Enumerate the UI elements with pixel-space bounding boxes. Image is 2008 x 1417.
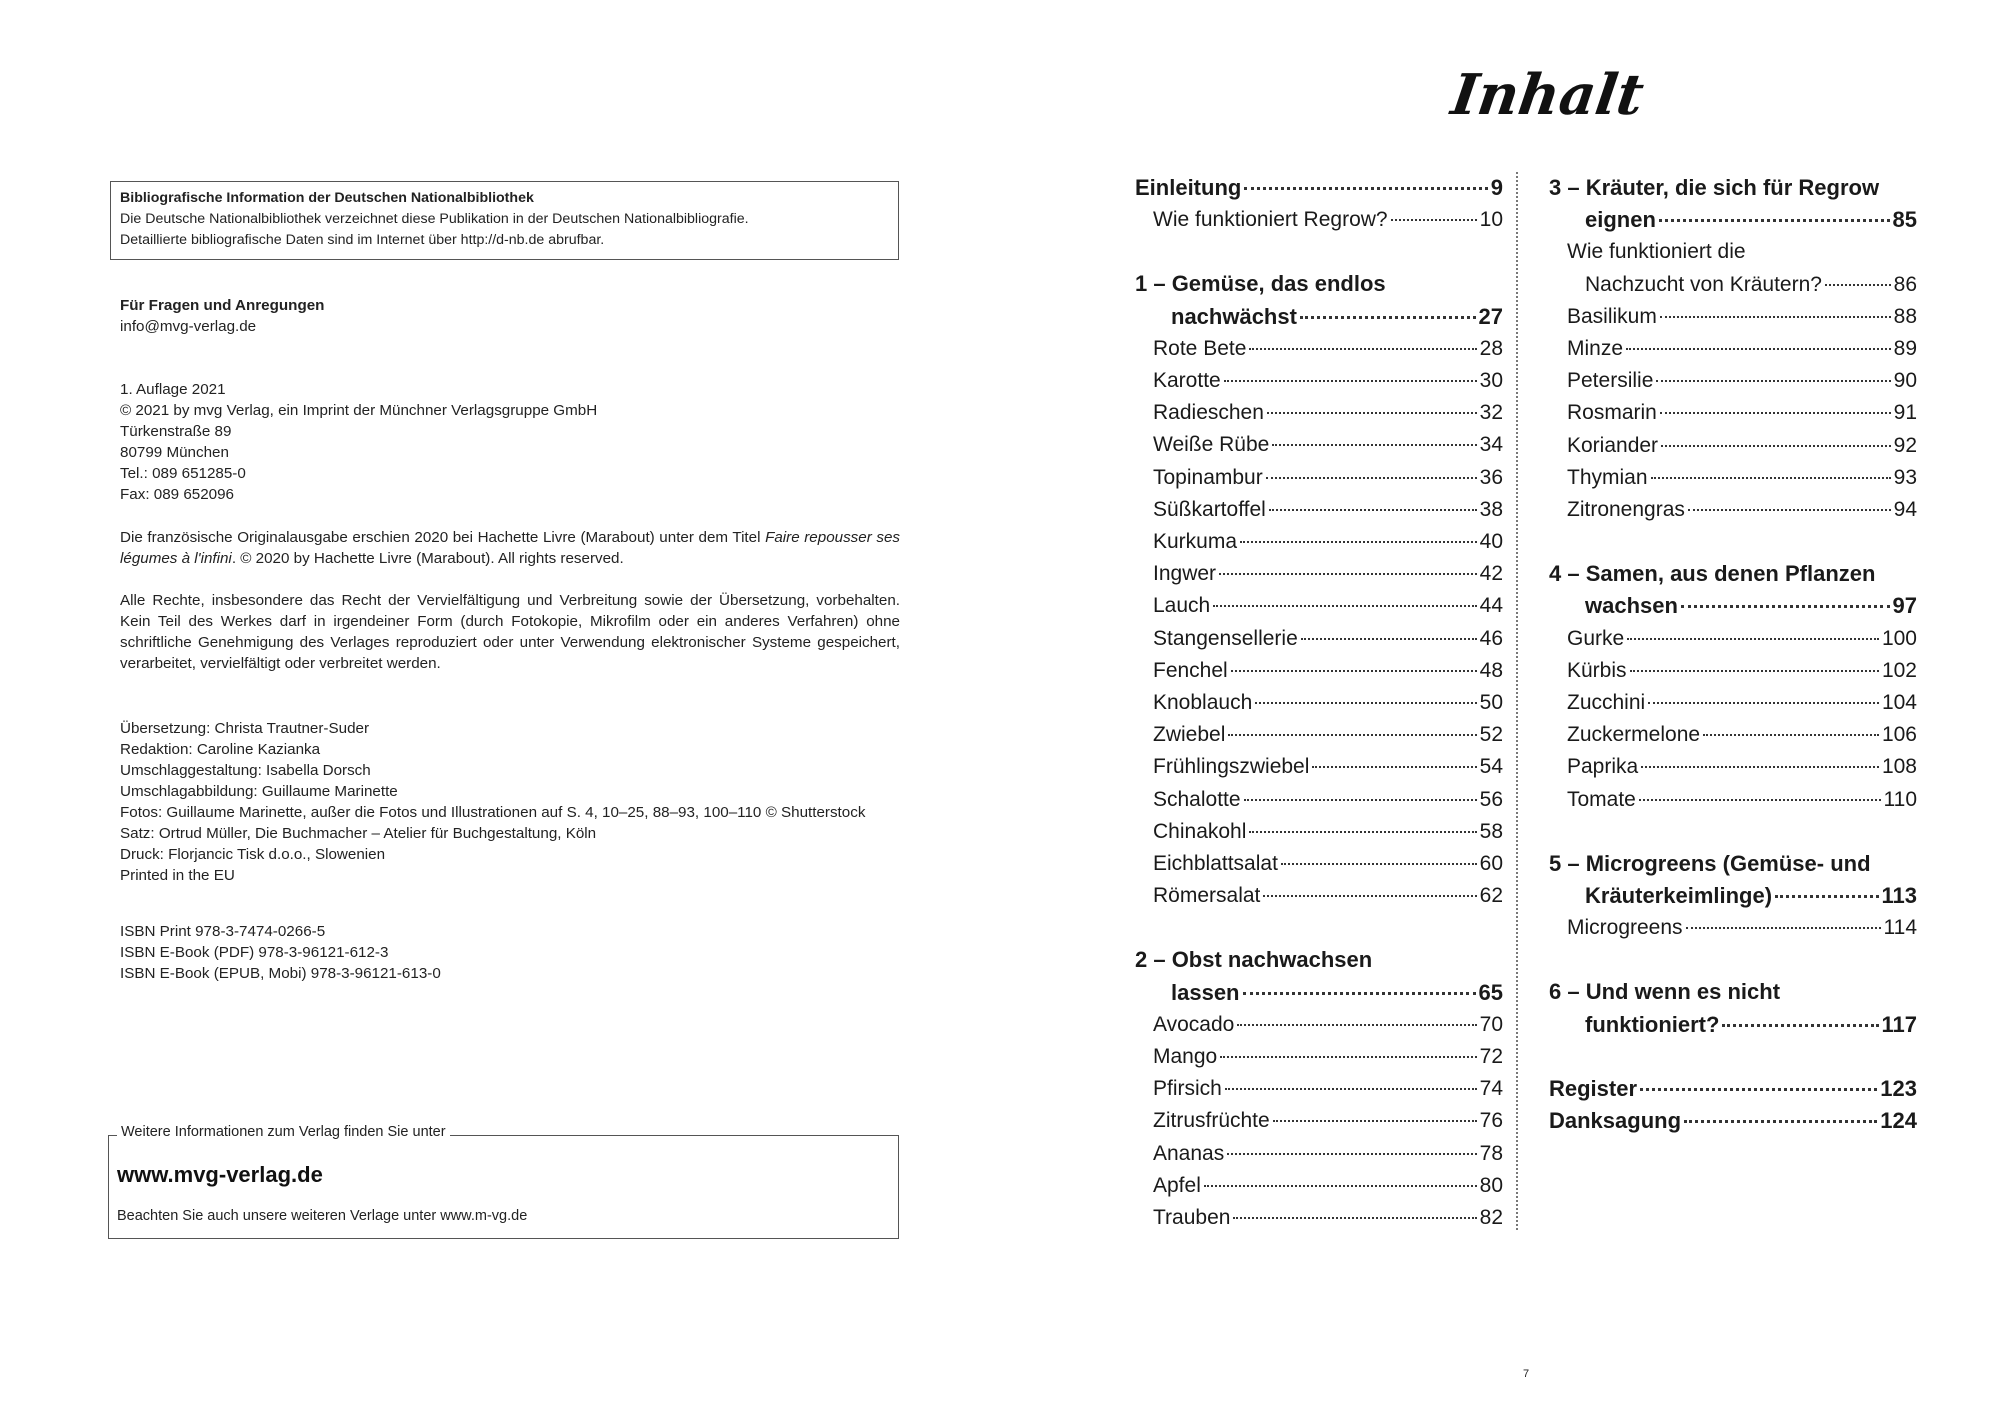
toc-page: 36 <box>1479 465 1503 489</box>
publisher-info-box <box>108 1124 899 1239</box>
toc-page: 82 <box>1479 1206 1503 1230</box>
toc-entry[interactable] <box>1135 526 1503 558</box>
toc-page: 97 <box>1892 593 1917 619</box>
toc-page: 86 <box>1893 272 1917 296</box>
toc-page: 106 <box>1881 723 1917 747</box>
toc-label: nachwächst <box>1171 303 1297 329</box>
toc-leader <box>1648 702 1879 704</box>
toc-entry[interactable] <box>1549 912 1917 944</box>
spacer <box>1549 1041 1917 1073</box>
toc-page: 54 <box>1479 755 1503 779</box>
toc-label: Apfel <box>1153 1173 1201 1197</box>
toc-leader <box>1686 927 1881 929</box>
isbn-block <box>120 921 900 984</box>
toc-leader <box>1312 766 1476 768</box>
toc-page: 85 <box>1892 207 1917 233</box>
toc-label: Pfirsich <box>1153 1077 1222 1101</box>
toc-leader <box>1225 1088 1477 1090</box>
toc-leader <box>1267 412 1477 414</box>
toc-leader <box>1269 509 1477 511</box>
toc-column-right <box>1549 172 1917 1137</box>
credit-line: Redaktion: Caroline Kazianka <box>120 741 321 758</box>
toc-label: funktioniert? <box>1585 1011 1720 1037</box>
toc-page: 32 <box>1479 401 1503 425</box>
toc-chapter-2[interactable] <box>1135 977 1503 1009</box>
toc-page: 108 <box>1881 755 1917 779</box>
toc-page: 42 <box>1479 562 1503 586</box>
toc-column-left <box>1135 172 1503 1234</box>
toc-leader <box>1204 1185 1477 1187</box>
toc-leader <box>1301 638 1477 640</box>
toc-page: 102 <box>1881 658 1917 682</box>
toc-label: Ingwer <box>1153 562 1217 586</box>
toc-chapter-3[interactable] <box>1549 204 1917 236</box>
toc-entry[interactable] <box>1135 558 1503 590</box>
biblio-title: Bibliografische Information der Deutschen Nationalbibliothek <box>120 190 534 206</box>
toc-label: Frühlingszwiebel <box>1153 755 1310 779</box>
toc-leader <box>1243 992 1476 995</box>
toc-page: 62 <box>1479 884 1503 908</box>
toc-leader <box>1626 348 1891 350</box>
edition-line: © 2021 by mvg Verlag, ein Imprint der Münchner Verlagsgruppe GmbH <box>120 402 598 419</box>
edition-line: 1. Auflage 2021 <box>120 381 226 398</box>
toc-entry[interactable] <box>1549 687 1917 719</box>
toc-entry[interactable] <box>1549 430 1917 462</box>
contact-title: Für Fragen und Anregungen <box>120 297 325 314</box>
toc-page: 104 <box>1881 691 1917 715</box>
toc-entry[interactable] <box>1549 784 1917 816</box>
contact-block <box>120 295 900 337</box>
toc-page: 48 <box>1479 658 1503 682</box>
toc-label: Chinakohl <box>1153 819 1247 843</box>
toc-leader <box>1244 187 1487 190</box>
spacer <box>1549 526 1917 558</box>
toc-leader <box>1681 605 1890 608</box>
toc-chapter-2-items <box>1135 1009 1503 1234</box>
toc-entry[interactable] <box>1135 687 1503 719</box>
toc-label: Minze <box>1567 337 1624 361</box>
toc-leader <box>1255 702 1476 704</box>
toc-leader <box>1273 1120 1477 1122</box>
toc-page: 113 <box>1881 883 1917 909</box>
toc-entry[interactable] <box>1135 1138 1503 1170</box>
toc-chapter-1-items <box>1135 333 1503 913</box>
toc-entry[interactable] <box>1549 462 1917 494</box>
toc-leader <box>1281 863 1477 865</box>
toc-leader <box>1639 799 1881 801</box>
toc-chapter-1[interactable] <box>1135 301 1503 333</box>
toc-label: Ananas <box>1153 1141 1225 1165</box>
toc-leader <box>1213 605 1476 607</box>
toc-leader <box>1825 284 1891 286</box>
toc-leader <box>1228 734 1476 736</box>
toc-leader <box>1627 638 1879 640</box>
toc-page: 27 <box>1478 303 1503 329</box>
credit-line: Umschlaggestaltung: Isabella Dorsch <box>120 762 371 779</box>
info-box-legend: Weitere Informationen zum Verlag finden Sie unter <box>117 1124 450 1140</box>
toc-page: 114 <box>1883 916 1917 940</box>
toc-page: 124 <box>1880 1108 1917 1134</box>
toc-entry[interactable] <box>1135 816 1503 848</box>
toc-page: 9 <box>1490 175 1503 200</box>
toc-title: Inhalt <box>1447 62 1648 128</box>
original-note-post: . © 2020 by Hachette Livre (Marabout). All rights reserved. <box>231 550 624 567</box>
toc-leader <box>1659 219 1890 222</box>
toc-chapter-5-items <box>1549 912 1917 944</box>
toc-leader <box>1237 1024 1476 1026</box>
spacer <box>1135 236 1503 268</box>
edition-line: Fax: 089 652096 <box>120 486 234 503</box>
toc-leader <box>1722 1024 1878 1027</box>
toc-page: 76 <box>1479 1109 1503 1133</box>
toc-label: Basilikum <box>1567 304 1657 328</box>
toc-label: Danksagung <box>1549 1108 1682 1134</box>
toc-entry[interactable] <box>1135 333 1503 365</box>
spacer <box>1135 912 1503 944</box>
column-separator <box>1516 172 1518 1230</box>
toc-leader <box>1703 734 1879 736</box>
toc-entry[interactable] <box>1549 494 1917 526</box>
toc-page: 58 <box>1479 819 1503 843</box>
toc-page: 89 <box>1893 337 1917 361</box>
toc-page: 52 <box>1479 723 1503 747</box>
toc-entry[interactable] <box>1135 1009 1503 1041</box>
toc-label: Mango <box>1153 1045 1218 1069</box>
toc-chapter-3-items <box>1549 301 1917 526</box>
toc-label: Topinambur <box>1153 465 1263 489</box>
page-number: 7 <box>1523 1368 1530 1380</box>
toc-page: 10 <box>1479 208 1503 232</box>
toc-leader <box>1684 1120 1877 1123</box>
toc-entry[interactable] <box>1135 655 1503 687</box>
toc-leader <box>1660 316 1891 318</box>
biblio-info-box <box>110 181 899 260</box>
toc-entry[interactable] <box>1135 719 1503 751</box>
toc-entry-einleitung[interactable] <box>1135 172 1503 204</box>
isbn-line: ISBN E-Book (PDF) 978-3-96121-612-3 <box>120 944 389 961</box>
toc-leader <box>1244 799 1477 801</box>
toc-entry[interactable] <box>1135 1170 1503 1202</box>
toc-leader <box>1266 477 1477 479</box>
toc-page: 72 <box>1479 1045 1503 1069</box>
toc-page: 65 <box>1478 979 1503 1005</box>
toc-label: Nachzucht von Kräutern? <box>1585 272 1822 296</box>
toc-page: 28 <box>1479 336 1503 360</box>
toc-page: 91 <box>1893 401 1917 425</box>
spacer <box>1549 816 1917 848</box>
toc-label: eignen <box>1585 207 1656 233</box>
toc-page: 56 <box>1479 787 1503 811</box>
toc-chapter-1-heading[interactable]: 1 – Gemüse, das endlos <box>1135 271 1386 297</box>
toc-chapter-6-heading[interactable]: 6 – Und wenn es nicht <box>1549 979 1781 1005</box>
toc-entry[interactable] <box>1135 751 1503 783</box>
info-box-note: Beachten Sie auch unsere weiteren Verlage unter www.m-vg.de <box>117 1208 528 1224</box>
edition-line: Tel.: 089 651285-0 <box>120 465 246 482</box>
toc-label: Zuckermelone <box>1567 723 1701 747</box>
toc-leader <box>1688 509 1891 511</box>
toc-entry[interactable] <box>1135 397 1503 429</box>
toc-page: 92 <box>1893 433 1917 457</box>
toc-page: 44 <box>1479 594 1503 618</box>
toc-leader <box>1640 1088 1877 1091</box>
toc-page: 50 <box>1479 691 1503 715</box>
toc-entry[interactable] <box>1549 623 1917 655</box>
contact-email: info@mvg-verlag.de <box>120 318 257 335</box>
toc-entry[interactable] <box>1135 623 1503 655</box>
toc-label: Tomate <box>1567 787 1636 811</box>
toc-label: Zwiebel <box>1153 723 1226 747</box>
toc-page: 100 <box>1881 626 1917 650</box>
toc-entry[interactable] <box>1549 333 1917 365</box>
toc-label: Süßkartoffel <box>1153 497 1266 521</box>
toc-chapter-3-heading[interactable]: 3 – Kräuter, die sich für Regrow <box>1549 175 1880 200</box>
toc-leader <box>1300 316 1476 319</box>
edition-block <box>120 379 900 505</box>
toc-page: 38 <box>1479 497 1503 521</box>
toc-page: 93 <box>1893 465 1917 489</box>
toc-chapter-3-sub-heading[interactable]: Wie funktioniert die <box>1567 240 1746 264</box>
toc-leader <box>1641 766 1879 768</box>
toc-leader <box>1231 670 1477 672</box>
toc-entry[interactable] <box>1549 269 1917 301</box>
toc-page: 46 <box>1479 626 1503 650</box>
toc-entry[interactable] <box>1135 1105 1503 1137</box>
edition-line: 80799 München <box>120 444 229 461</box>
toc-label: Microgreens <box>1567 916 1683 940</box>
toc-label: Fenchel <box>1153 658 1228 682</box>
toc-page: 90 <box>1893 369 1917 393</box>
toc-leader <box>1391 219 1477 221</box>
toc-page: 110 <box>1883 787 1917 811</box>
toc-page: 30 <box>1479 369 1503 393</box>
toc-entry[interactable] <box>1549 751 1917 783</box>
toc-label: Zucchini <box>1567 691 1646 715</box>
toc-leader <box>1224 380 1477 382</box>
original-title: Faire repousser ses légumes à l'infini <box>120 529 900 567</box>
toc-label: Gurke <box>1567 626 1625 650</box>
toc-entry[interactable] <box>1549 365 1917 397</box>
toc-label: Kürbis <box>1567 658 1627 682</box>
toc-page: 78 <box>1479 1141 1503 1165</box>
toc-chapter-5[interactable] <box>1549 880 1917 912</box>
toc-page: 40 <box>1479 530 1503 554</box>
credit-line: Fotos: Guillaume Marinette, außer die Fotos und Illustrationen auf S. 4, 10–25, 88–93, 100–110 © Shutterstock <box>120 804 866 821</box>
publisher-url-link[interactable]: www.mvg-verlag.de <box>117 1162 323 1187</box>
original-note-pre: Die französische Originalausgabe erschien 2020 bei Hachette Livre (Marabout) unter dem Titel <box>120 529 766 546</box>
toc-leader <box>1220 1056 1476 1058</box>
toc-entry[interactable] <box>1135 1073 1503 1105</box>
toc-label: Weiße Rübe <box>1153 433 1270 457</box>
toc-chapter-5-heading[interactable]: 5 – Microgreens (Gemüse- und <box>1549 850 1871 876</box>
toc-label: Römersalat <box>1153 884 1261 908</box>
biblio-line: Detaillierte bibliografische Daten sind im Internet über http://d-nb.de abrufbar. <box>120 232 605 248</box>
toc-label: Stangensellerie <box>1153 626 1298 650</box>
spacer <box>1549 944 1917 976</box>
toc-label: Paprika <box>1567 755 1639 779</box>
credit-line: Umschlagabbildung: Guillaume Marinette <box>120 783 398 800</box>
toc-leader <box>1656 380 1890 382</box>
toc-entry[interactable] <box>1135 494 1503 526</box>
toc-leader <box>1219 573 1477 575</box>
toc-leader <box>1249 831 1476 833</box>
toc-chapter-4-heading[interactable]: 4 – Samen, aus denen Pflanzen <box>1549 561 1876 587</box>
toc-chapter-2-heading[interactable]: 2 – Obst nachwachsen <box>1135 947 1373 973</box>
toc-label: lassen <box>1171 979 1240 1005</box>
rights-paragraph: Alle Rechte, insbesondere das Recht der Vervielfältigung und Verbreitung sowie der Übersetzung, vorbehalten. Kein Teil des Werkes darf in irgendeiner Form (durch Fotokopie, Mikrofilm oder ein anderes Verfahren) ohne schriftliche Genehmigung des Verlages reproduziert oder unter Verwendung elektronischer Systeme gespeichert, verarbeitet, vervielfältigt oder verbreitet werden. <box>120 592 900 672</box>
credit-line: Satz: Ortrud Müller, Die Buchmacher – Atelier für Buchgestaltung, Köln <box>120 825 597 842</box>
toc-chapter-4[interactable] <box>1549 590 1917 622</box>
toc-label: Einleitung <box>1135 175 1242 200</box>
toc-page: 60 <box>1479 852 1503 876</box>
toc-label: Rosmarin <box>1567 401 1657 425</box>
toc-leader <box>1651 477 1891 479</box>
toc-entry[interactable] <box>1135 365 1503 397</box>
credit-line: Printed in the EU <box>120 867 235 884</box>
biblio-line: Die Deutsche Nationalbibliothek verzeichnet diese Publikation in der Deutschen Nationalbibliografie. <box>120 211 749 227</box>
toc-label: Rote Bete <box>1153 336 1247 360</box>
toc-leader <box>1630 670 1879 672</box>
toc-label: Lauch <box>1153 594 1211 618</box>
toc-leader <box>1233 1217 1476 1219</box>
toc-page: 94 <box>1893 498 1917 522</box>
toc-entry[interactable] <box>1135 429 1503 461</box>
toc-chapter-4-items <box>1549 623 1917 816</box>
toc-leader <box>1249 348 1476 350</box>
isbn-line: ISBN E-Book (EPUB, Mobi) 978-3-96121-613-0 <box>120 965 441 982</box>
toc-label: Eichblattsalat <box>1153 852 1278 876</box>
toc-label: wachsen <box>1585 593 1678 619</box>
toc-entry-danksagung[interactable] <box>1549 1105 1917 1137</box>
toc-page: 88 <box>1893 304 1917 328</box>
toc-leader <box>1775 895 1878 898</box>
toc-entry-register[interactable] <box>1549 1073 1917 1105</box>
toc-leader <box>1227 1153 1476 1155</box>
toc-page: 123 <box>1880 1075 1917 1101</box>
toc-entry[interactable] <box>1135 880 1503 912</box>
toc-label: Radieschen <box>1153 401 1264 425</box>
toc-label: Zitronengras <box>1567 498 1685 522</box>
toc-entry[interactable] <box>1549 397 1917 429</box>
toc-label: Thymian <box>1567 465 1648 489</box>
toc-label: Petersilie <box>1567 369 1654 393</box>
toc-entry[interactable] <box>1135 1202 1503 1234</box>
toc-leader <box>1263 895 1476 897</box>
toc-label: Register <box>1549 1075 1638 1101</box>
toc-entry[interactable] <box>1549 301 1917 333</box>
toc-entry[interactable] <box>1549 719 1917 751</box>
toc-leader <box>1660 412 1891 414</box>
toc-page: 80 <box>1479 1173 1503 1197</box>
toc-entry[interactable] <box>1135 204 1503 236</box>
toc-page: 70 <box>1479 1012 1503 1036</box>
credit-line: Druck: Florjancic Tisk d.o.o., Slowenien <box>120 846 386 863</box>
toc-entry[interactable] <box>1135 848 1503 880</box>
toc-leader <box>1661 445 1891 447</box>
credits-block <box>120 718 900 886</box>
toc-label: Knoblauch <box>1153 691 1253 715</box>
credit-line: Übersetzung: Christa Trautner-Suder <box>120 720 370 737</box>
toc-label: Kräuterkeimlinge) <box>1585 883 1773 909</box>
toc-page: 74 <box>1479 1077 1503 1101</box>
toc-entry[interactable] <box>1549 655 1917 687</box>
toc-page: 34 <box>1479 433 1503 457</box>
toc-label: Avocado <box>1153 1012 1235 1036</box>
toc-label: Wie funktioniert Regrow? <box>1153 208 1388 232</box>
toc-entry[interactable] <box>1135 590 1503 622</box>
toc-page: 117 <box>1881 1011 1917 1037</box>
toc-label: Karotte <box>1153 369 1221 393</box>
toc-label: Kurkuma <box>1153 530 1238 554</box>
toc-label: Trauben <box>1153 1206 1231 1230</box>
toc-leader <box>1240 541 1477 543</box>
toc-entry[interactable] <box>1135 1041 1503 1073</box>
toc-entry[interactable] <box>1135 462 1503 494</box>
edition-line: Türkenstraße 89 <box>120 423 232 440</box>
toc-label: Schalotte <box>1153 787 1241 811</box>
isbn-line: ISBN Print 978-3-7474-0266-5 <box>120 923 326 940</box>
toc-label: Zitrusfrüchte <box>1153 1109 1270 1133</box>
toc-leader <box>1272 444 1476 446</box>
toc-entry[interactable] <box>1135 784 1503 816</box>
original-edition-note <box>120 527 900 569</box>
toc-chapter-6[interactable] <box>1549 1009 1917 1041</box>
toc-label: Koriander <box>1567 433 1659 457</box>
